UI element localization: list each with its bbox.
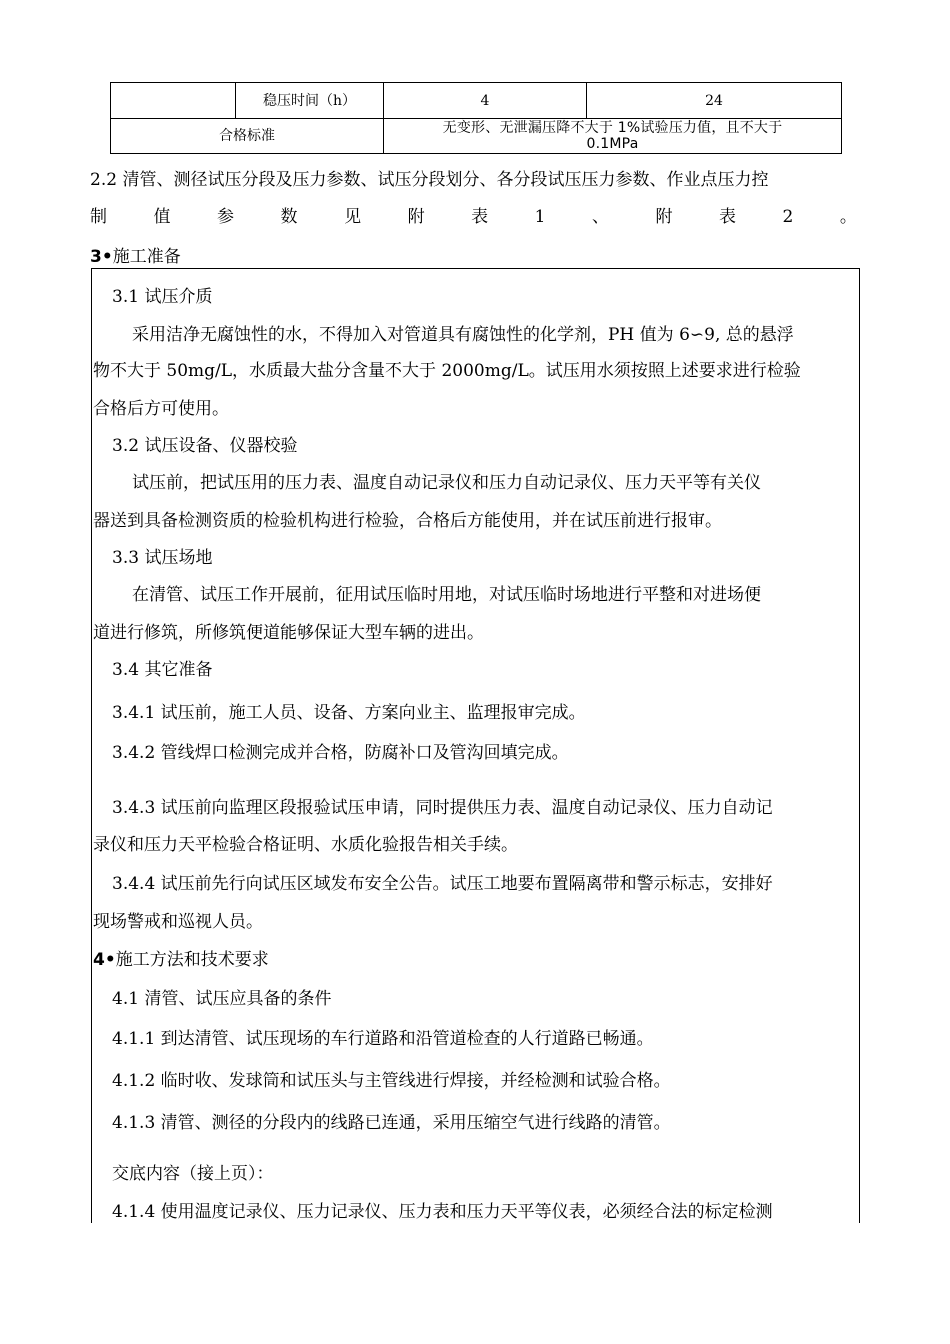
list-item: 3.4.1 试压前，施工人员、设备、方案向业主、监理报审完成。: [112, 703, 586, 723]
spread-word: 1: [534, 207, 546, 227]
paragraph-line-justified: [90, 199, 857, 236]
spread-word: 参: [217, 207, 235, 227]
spread-word: 见: [344, 207, 362, 227]
table-cell-label: 合格标准: [111, 119, 384, 154]
acceptance-standard-cell: [384, 119, 842, 154]
paragraph-line: 2.2 清管、测径试压分段及压力参数、试压分段划分、各分段试压压力参数、作业点压力控: [90, 170, 769, 190]
table-cell-label: 稳压时间（h）: [236, 83, 384, 119]
section-title: 施工方法和技术要求: [115, 950, 269, 970]
spread-word: 附: [655, 207, 673, 227]
paragraph-2-2: [90, 162, 857, 236]
pressure-test-table: [110, 82, 842, 154]
table-row: [111, 83, 842, 119]
subsection-heading: 4.1 清管、试压应具备的条件: [112, 989, 332, 1009]
spread-word: 附: [407, 207, 425, 227]
spread-word: 、: [591, 207, 609, 227]
list-item: 4.1.3 清管、测径的分段内的线路已连通，采用压缩空气进行线路的清管。: [112, 1113, 671, 1133]
spread-word: 表: [718, 207, 736, 227]
text-line: 道进行修筑，所修筑便道能够保证大型车辆的进出。: [93, 623, 484, 643]
subsection-heading: 3.2 试压设备、仪器校验: [112, 436, 298, 456]
spread-word: 。: [839, 207, 857, 227]
spread-word: 值: [153, 207, 171, 227]
subsection-heading: 3.4 其它准备: [112, 660, 213, 680]
section-number: 3•: [90, 247, 113, 267]
text-line: 物不大于 50mg/L，水质最大盐分含量不大于 2000mg/L。试压用水须按照上述要求进行检验: [93, 361, 801, 381]
section-number: 4•: [93, 950, 116, 970]
list-item: 4.1.2 临时收、发球筒和试压头与主管线进行焊接，并经检测和试验合格。: [112, 1071, 671, 1091]
section-3-heading: [90, 242, 181, 267]
spread-word: 2: [782, 207, 794, 227]
text-line: 合格后方可使用。: [93, 399, 229, 419]
list-item: 4.1.1 到达清管、试压现场的车行道路和沿管道检查的人行道路已畅通。: [112, 1029, 654, 1049]
text-line: 在清管、试压工作开展前，征用试压临时用地，对试压临时场地进行平整和对进场便: [132, 585, 761, 605]
standard-line: 无变形、无泄漏压降不大于 1%试验压力值，且不大于: [442, 120, 783, 136]
table-cell-value: 24: [587, 83, 842, 119]
subsection-heading: 3.1 试压介质: [112, 287, 213, 307]
spread-word: 表: [471, 207, 489, 227]
list-item: 4.1.4 使用温度记录仪、压力记录仪、压力表和压力天平等仪表，必须经合法的标定检测: [112, 1202, 773, 1222]
text-line: 器送到具备检测资质的检验机构进行检验，合格后方能使用，并在试压前进行报审。: [93, 511, 722, 531]
table-row: [111, 119, 842, 154]
text-line: 试压前，把试压用的压力表、温度自动记录仪和压力自动记录仪、压力天平等有关仪: [132, 473, 761, 493]
section-4-heading: [93, 945, 269, 970]
list-item: 3.4.2 管线焊口检测完成并合格，防腐补口及管沟回填完成。: [112, 743, 569, 763]
subsection-heading: 3.3 试压场地: [112, 548, 213, 568]
text-line: 录仪和压力天平检验合格证明、水质化验报告相关手续。: [93, 835, 518, 855]
text-line: 采用洁净无腐蚀性的水，不得加入对管道具有腐蚀性的化学剂，PH 值为 6∽9, 总的悬浮: [132, 325, 794, 345]
text-line: 现场警戒和巡视人员。: [93, 912, 263, 932]
spread-word: 制: [90, 207, 107, 227]
table-cell-empty: [111, 83, 236, 119]
section-title: 施工准备: [112, 247, 181, 267]
standard-line: 0.1MPa: [586, 136, 639, 152]
list-item: 3.4.3 试压前向监理区段报验试压申请，同时提供压力表、温度自动记录仪、压力自动记: [112, 798, 773, 818]
table-cell-value: 4: [384, 83, 587, 119]
spread-word: 数: [280, 207, 298, 227]
list-item: 3.4.4 试压前先行向试压区域发布安全公告。试压工地要布置隔离带和警示标志，安排好: [112, 874, 773, 894]
continued-note: 交底内容（接上页）：: [112, 1164, 274, 1184]
